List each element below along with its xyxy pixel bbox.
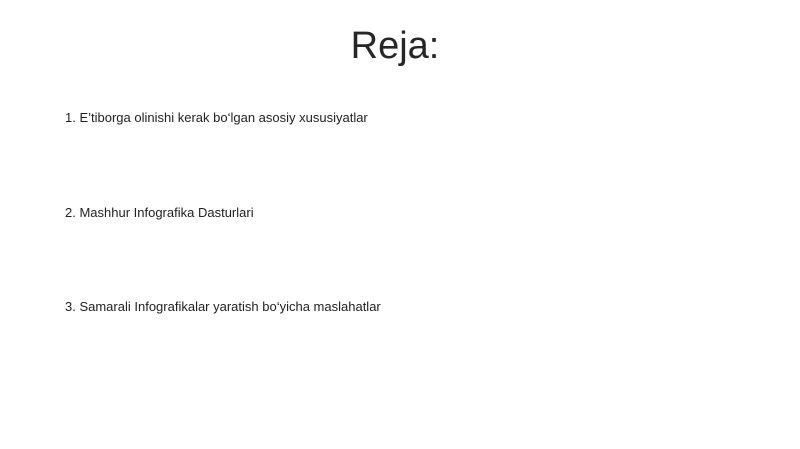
plan-item-3: 3. Samarali Infografikalar yaratish bo‘yicha maslahatlar [65,299,381,314]
plan-item-1: 1. E’tiborga olinishi kerak bo‘lgan asosiy xususiyatlar [65,110,368,125]
plan-item-2: 2. Mashhur Infografika Dasturlari [65,205,254,220]
slide-title: Reja: [350,25,440,67]
